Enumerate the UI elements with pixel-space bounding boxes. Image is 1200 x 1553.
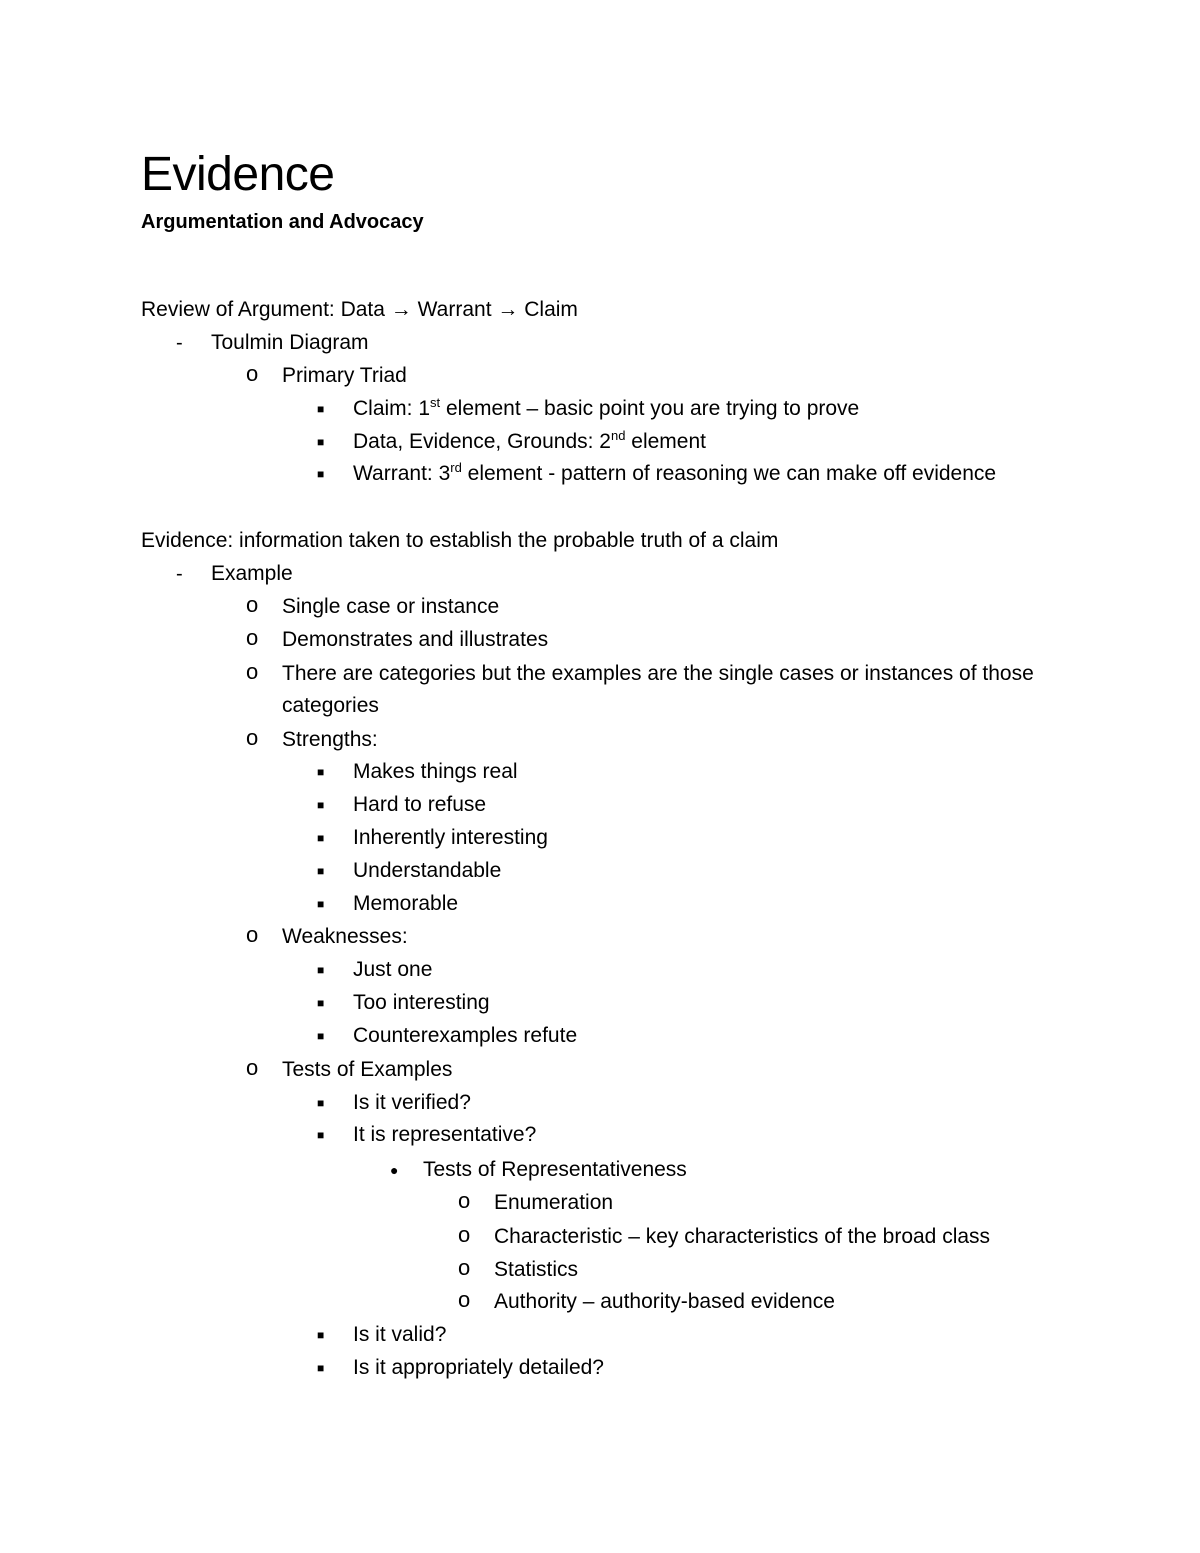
- list-item-warrant: [353, 459, 996, 489]
- list-item-representativeness: Authority – authority-based evidence: [494, 1290, 835, 1313]
- list-item-claim: [353, 394, 859, 424]
- section-heading-evidence: Evidence: information taken to establish the probable truth of a claim: [141, 529, 779, 552]
- square-bullet-icon: ■: [317, 996, 325, 1010]
- warrant-superscript: rd: [450, 460, 462, 475]
- square-bullet-icon: ■: [317, 765, 325, 779]
- right-arrow-icon: →: [390, 298, 412, 321]
- list-item-weakness: Too interesting: [353, 991, 490, 1014]
- claim-text: Claim: 1: [353, 397, 431, 420]
- list-item-test-representative: It is representative?: [353, 1123, 537, 1146]
- dot-bullet-icon: ●: [390, 1162, 399, 1178]
- list-item-strength: Memorable: [353, 892, 459, 915]
- document-title: Evidence: [141, 148, 335, 201]
- list-item-representativeness: Enumeration: [494, 1191, 614, 1214]
- square-bullet-icon: ■: [317, 963, 325, 977]
- list-item-strength: Inherently interesting: [353, 826, 548, 849]
- list-item-representativeness: Characteristic – key characteristics of the broad class: [494, 1225, 991, 1248]
- warrant-text: Warrant: 3: [353, 462, 451, 485]
- warrant-description: element - pattern of reasoning we can make off evidence: [461, 462, 997, 485]
- data-text: Data, Evidence, Grounds: 2: [353, 430, 611, 453]
- square-bullet-icon: ■: [317, 831, 325, 845]
- circle-bullet-icon: o: [246, 725, 259, 750]
- claim-description: element – basic point you are trying to prove: [440, 397, 860, 420]
- list-item-categories-line2: categories: [282, 694, 379, 717]
- list-item-tests-of-examples: Tests of Examples: [282, 1058, 453, 1081]
- circle-bullet-icon: o: [458, 1287, 471, 1312]
- square-bullet-icon: ■: [317, 1361, 325, 1375]
- list-item-weakness: Just one: [353, 958, 433, 981]
- list-item-tests-of-representativeness: Tests of Representativeness: [423, 1158, 687, 1181]
- section-heading-review: [141, 295, 578, 325]
- list-item-demonstrates: Demonstrates and illustrates: [282, 628, 549, 651]
- circle-bullet-icon: o: [458, 1188, 471, 1213]
- right-arrow-icon: →: [497, 298, 519, 321]
- document-subtitle: Argumentation and Advocacy: [141, 211, 424, 233]
- data-superscript: nd: [610, 428, 626, 443]
- list-item-single-case: Single case or instance: [282, 595, 500, 618]
- list-item-weakness: Counterexamples refute: [353, 1024, 578, 1047]
- list-item-categories-line1: There are categories but the examples are the single cases or instances of those: [282, 662, 1034, 685]
- list-item-primary-triad: Primary Triad: [282, 364, 407, 387]
- list-item-representativeness: Statistics: [494, 1258, 579, 1281]
- circle-bullet-icon: o: [246, 625, 259, 650]
- circle-bullet-icon: o: [246, 922, 259, 947]
- dash-bullet-icon: -: [176, 332, 183, 354]
- square-bullet-icon: ■: [317, 467, 325, 481]
- list-item-weaknesses: Weaknesses:: [282, 925, 408, 948]
- list-item-test-verified: Is it verified?: [353, 1091, 471, 1114]
- list-item-data: [353, 427, 706, 457]
- circle-bullet-icon: o: [246, 592, 259, 617]
- list-item-test-valid: Is it valid?: [353, 1323, 447, 1346]
- data-description: element: [625, 430, 706, 453]
- square-bullet-icon: ■: [317, 897, 325, 911]
- heading-text-claim: Claim: [524, 298, 578, 321]
- list-item-strength: Understandable: [353, 859, 502, 882]
- list-item-strength: Hard to refuse: [353, 793, 487, 816]
- list-item-strength: Makes things real: [353, 760, 518, 783]
- list-item-test-detailed: Is it appropriately detailed?: [353, 1356, 604, 1379]
- heading-text-data: Review of Argument: Data: [141, 298, 385, 321]
- square-bullet-icon: ■: [317, 435, 325, 449]
- circle-bullet-icon: o: [246, 1055, 259, 1080]
- circle-bullet-icon: o: [246, 659, 259, 684]
- square-bullet-icon: ■: [317, 1029, 325, 1043]
- dash-bullet-icon: -: [176, 563, 183, 585]
- circle-bullet-icon: o: [458, 1222, 471, 1247]
- circle-bullet-icon: o: [458, 1255, 471, 1280]
- list-item-strengths: Strengths:: [282, 728, 378, 751]
- square-bullet-icon: ■: [317, 864, 325, 878]
- square-bullet-icon: ■: [317, 1128, 325, 1142]
- list-item-toulmin: Toulmin Diagram: [211, 331, 369, 354]
- circle-bullet-icon: o: [246, 361, 259, 386]
- square-bullet-icon: ■: [317, 798, 325, 812]
- square-bullet-icon: ■: [317, 402, 325, 416]
- square-bullet-icon: ■: [317, 1328, 325, 1342]
- claim-superscript: st: [430, 395, 441, 410]
- heading-text-warrant: Warrant: [417, 298, 492, 321]
- square-bullet-icon: ■: [317, 1096, 325, 1110]
- list-item-example: Example: [211, 562, 293, 585]
